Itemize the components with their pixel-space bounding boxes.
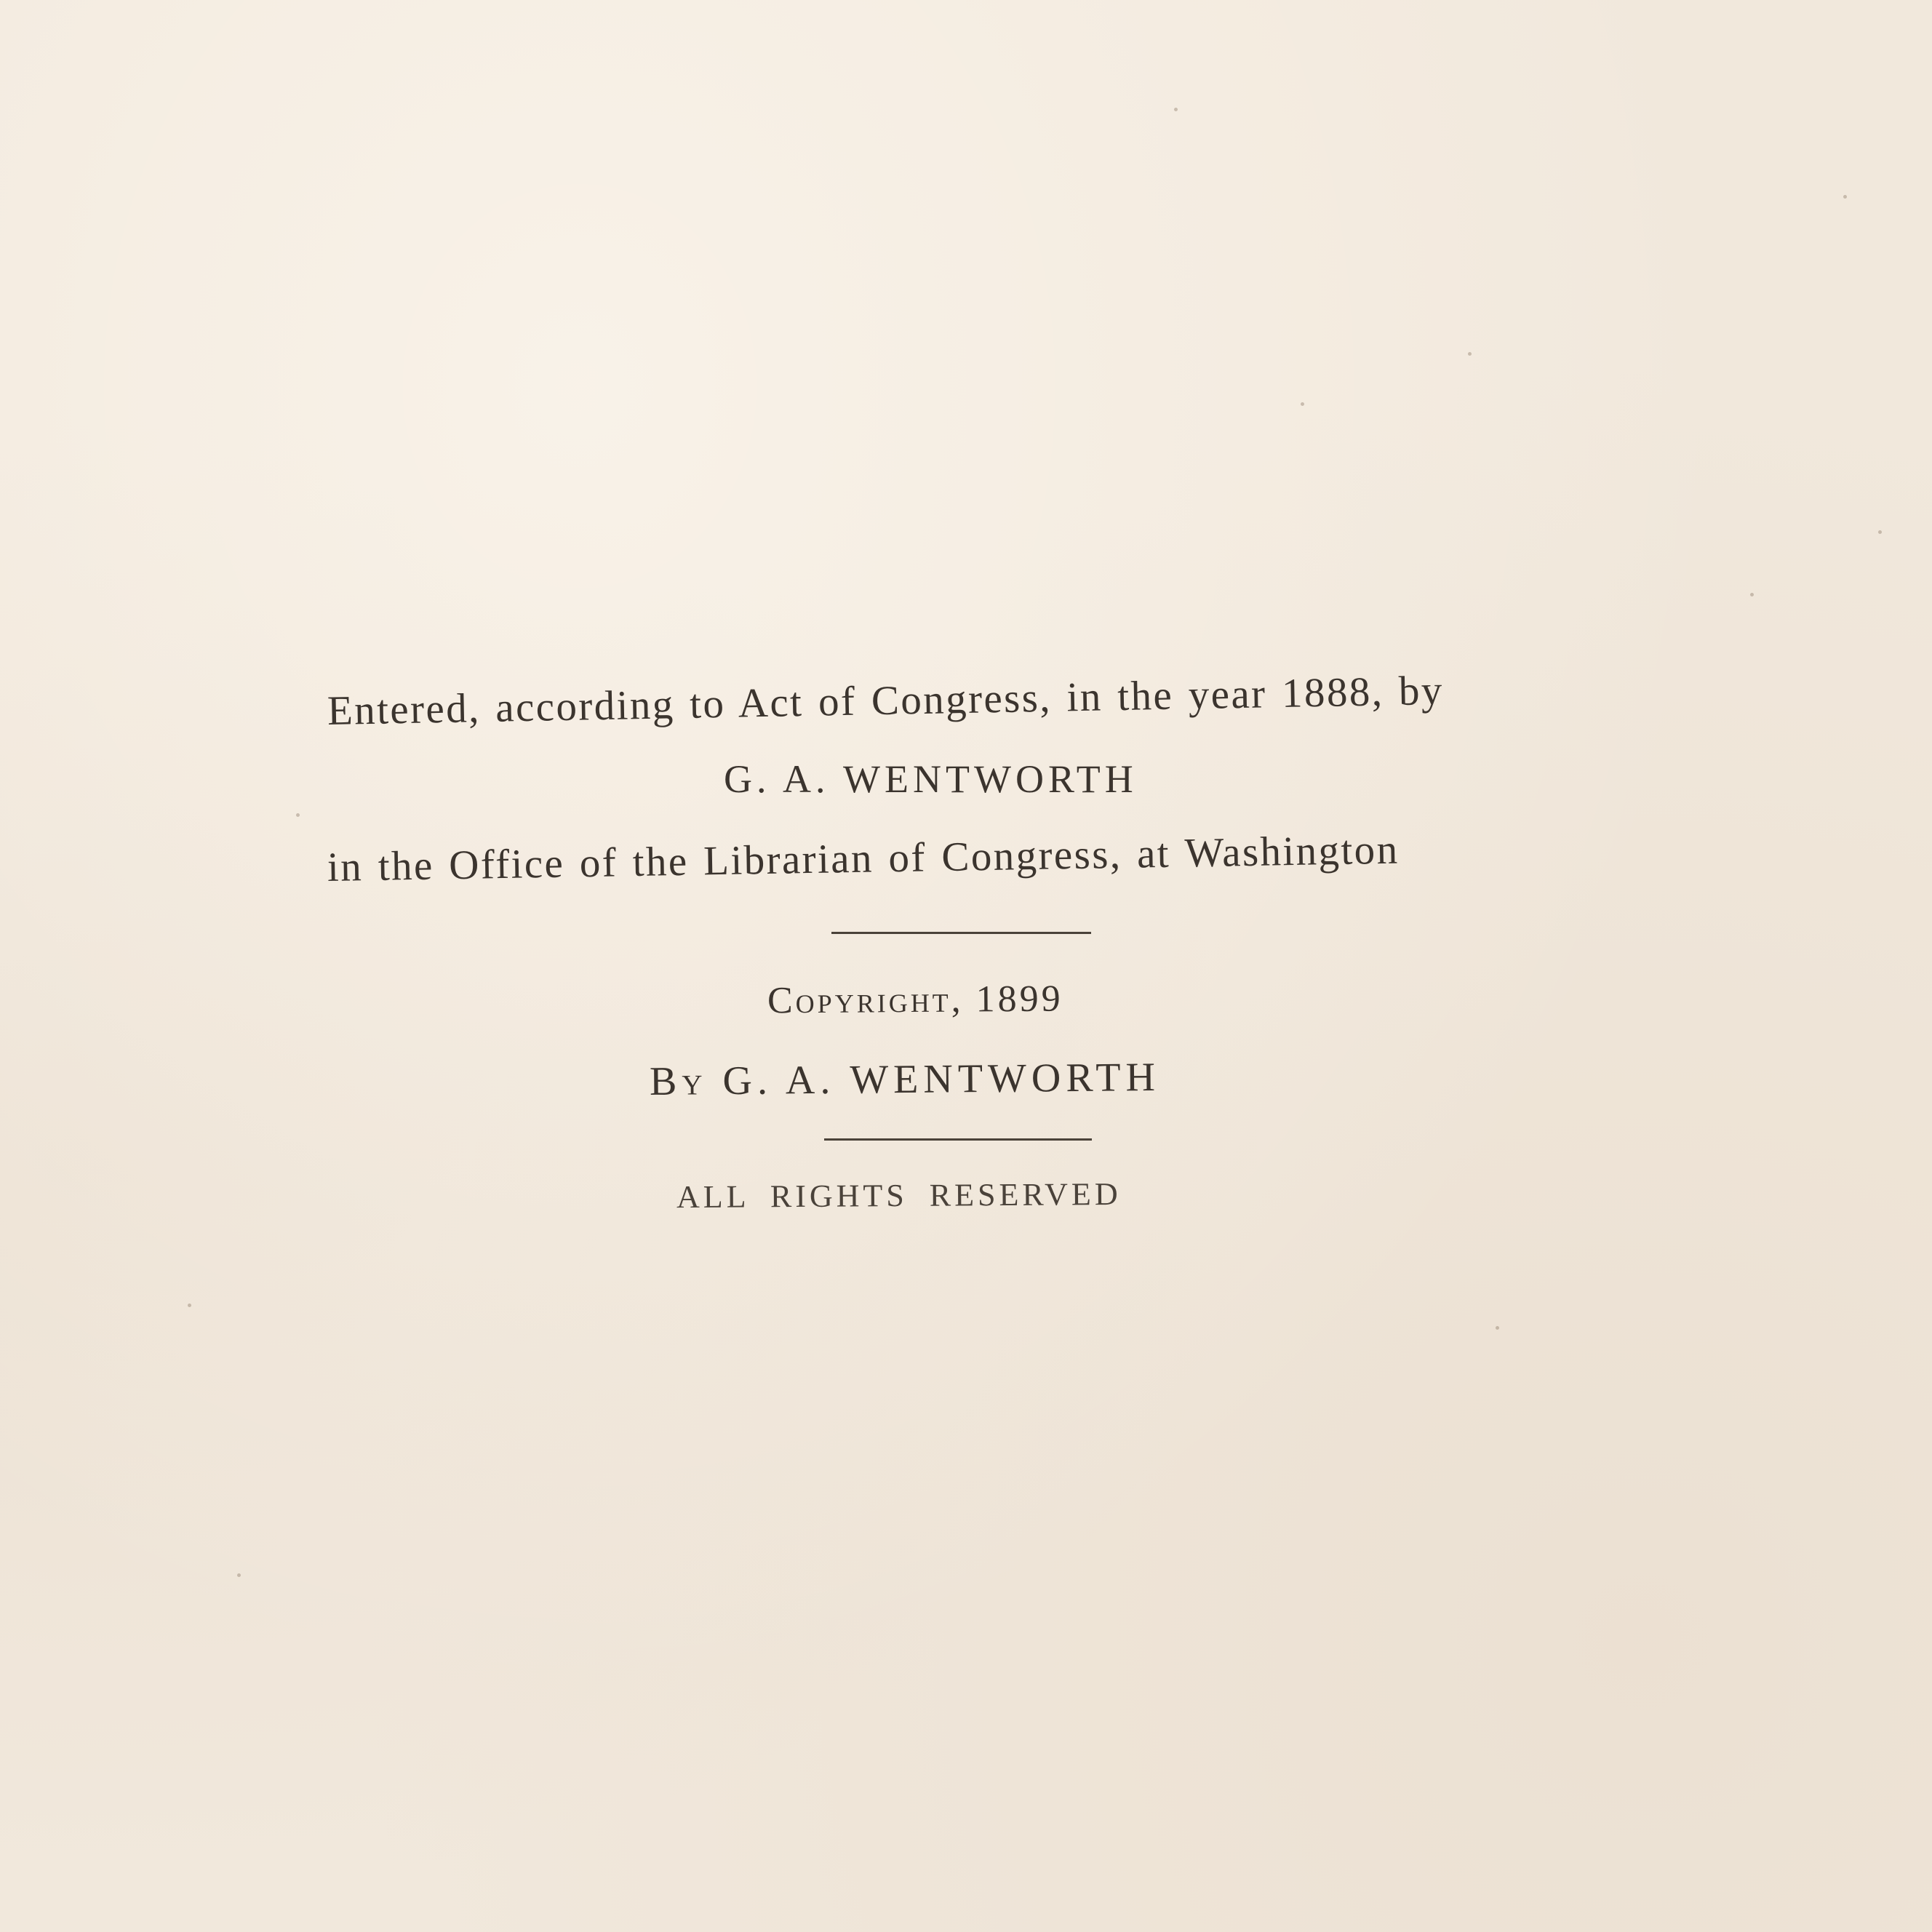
entry-statement-line-3: in the Office of the Librarian of Congress, at Washington: [327, 826, 1400, 890]
copyright-year-line: Copyright, 1899: [767, 978, 1063, 1022]
paper-speck: [1878, 530, 1882, 534]
rights-reserved-notice: ALL RIGHTS RESERVED: [676, 1175, 1122, 1216]
paper-speck: [296, 813, 300, 817]
paper-speck: [1843, 195, 1847, 199]
entry-author-name: G. A. WENTWORTH: [724, 757, 1138, 801]
paper-speck: [1496, 1326, 1499, 1330]
paper-speck: [188, 1304, 191, 1307]
entry-statement-line-1: Entered, according to Act of Congress, in the year 1888, by: [327, 667, 1445, 734]
paper-speck: [1174, 108, 1178, 111]
divider-rule: [831, 932, 1091, 934]
paper-speck: [237, 1573, 241, 1577]
paper-speck: [1301, 402, 1304, 406]
paper-speck: [1750, 593, 1754, 596]
divider-rule: [824, 1138, 1092, 1141]
paper-speck: [1468, 352, 1472, 356]
copyright-author-line: By G. A. WENTWORTH: [649, 1054, 1161, 1105]
